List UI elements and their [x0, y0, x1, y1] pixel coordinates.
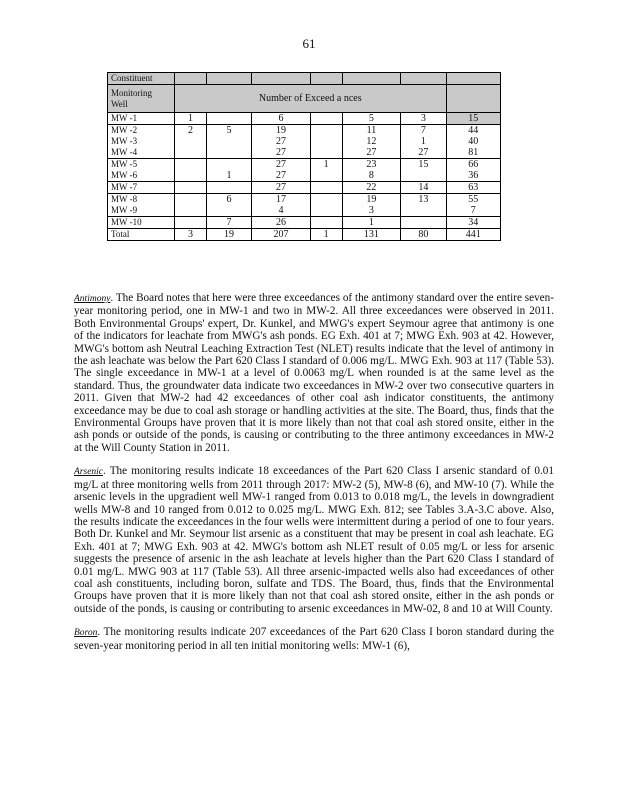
cell-value: 3: [401, 113, 446, 125]
cell-well: MW -9: [108, 205, 175, 217]
cell-value: [401, 217, 446, 229]
table-row: [108, 136, 501, 147]
cell-value: [175, 170, 207, 182]
heading-antimony: Antimony: [74, 294, 111, 304]
cell-value: [175, 159, 207, 171]
cell-value: [310, 147, 342, 159]
cell-value: [175, 136, 207, 147]
cell-value: 5: [342, 113, 401, 125]
table-row: [108, 194, 501, 206]
cell-value: [401, 205, 446, 217]
cell-value: 131: [342, 229, 401, 241]
cell-value: [401, 170, 446, 182]
cell-value: 15: [401, 159, 446, 171]
cell-value: [175, 147, 207, 159]
cell-value: 1: [310, 229, 342, 241]
page-number: 61: [302, 36, 316, 51]
cell-value: [206, 205, 251, 217]
table-row: [108, 170, 501, 182]
cell-value: 441: [446, 229, 500, 241]
table-row: [108, 217, 501, 229]
cell-well: MW -10: [108, 217, 175, 229]
cell-well: MW -7: [108, 182, 175, 194]
cell-well: MW -6: [108, 170, 175, 182]
table-body: [108, 113, 501, 241]
cell-value: 55: [446, 194, 500, 206]
cell-value: 1: [206, 170, 251, 182]
cell-value: 27: [252, 159, 311, 171]
cell-value: [206, 113, 251, 125]
cell-value: 36: [446, 170, 500, 182]
table-row: [108, 205, 501, 217]
cell-value: 17: [252, 194, 311, 206]
cell-value: 12: [342, 136, 401, 147]
cell-value: 40: [446, 136, 500, 147]
cell-value: [310, 194, 342, 206]
table-row: [108, 159, 501, 171]
cell-value: 7: [401, 125, 446, 137]
cell-value: [310, 205, 342, 217]
cell-value: 23: [342, 159, 401, 171]
header-constituent: Constituent: [108, 73, 175, 85]
table-row: [108, 113, 501, 125]
cell-value: 1: [175, 113, 207, 125]
cell-value: 22: [342, 182, 401, 194]
cell-value: 63: [446, 182, 500, 194]
cell-value: [206, 182, 251, 194]
cell-well: MW -5: [108, 159, 175, 171]
cell-value: 6: [252, 113, 311, 125]
cell-value: 3: [175, 229, 207, 241]
cell-value: 27: [252, 182, 311, 194]
cell-value: 27: [342, 147, 401, 159]
cell-well: MW -3: [108, 136, 175, 147]
paragraph-arsenic: Arsenic. The monitoring results indicate 18 exceedances of the Part 620 Class I arsenic standard of 0.01 mg/L at three monitoring wells from 2011 through 2017: MW-2 (5), MW-8 (6), and MW-10 (7). While the arsenic levels in the upgradient well MW-1 ranged from 0.013 to 0.018 mg/L, the levels in downgradient wells MW-8 and 10 ranged from 0.012 to 0.025 mg/L. MWG Exh. 812; see Tables 3.A-3.C above. Also, the results indicate the exceedances in the four wells were intermittent during a period of one to four years. Both Dr. Kunkel and Mr. Seymour list arsenic as a constituent that may be present in coal ash leachate. EG Exh. 401 at 7; MWG Exh. 903 at 42. MWG's bottom ash NLET result of 0.05 mg/L or less for arsenic suggests the presence of arsenic in the ash leachate at levels higher than the Part 620 Class I standard of 0.01 mg/L. MWG 903 at 117 (Table 53). All three arsenic-impacted wells also had exceedances of other coal ash constituents, including boron, sulfate and TDS. The Board, thus, finds that the Environmental Groups have proven that it is more likely than not that coal ash stored onsite, either in the ash ponds or outside of the ponds, is causing or contributing to arsenic exceedances in MW-02, 8 and 10 at Will County.: [74, 465, 554, 615]
table-row: [108, 147, 501, 159]
cell-value: 13: [401, 194, 446, 206]
cell-value: 15: [446, 113, 500, 125]
cell-value: 44: [446, 125, 500, 137]
cell-value: 5: [206, 125, 251, 137]
cell-value: [206, 147, 251, 159]
cell-value: [175, 217, 207, 229]
table-header-row-1: [108, 73, 501, 85]
cell-value: 34: [446, 217, 500, 229]
table-row: [108, 125, 501, 137]
header-number-of-exceedances: Number of Exceed a nces: [175, 85, 447, 113]
cell-value: 1: [342, 217, 401, 229]
cell-value: [310, 182, 342, 194]
table-header-row-2: [108, 85, 501, 113]
cell-value: 6: [206, 194, 251, 206]
cell-value: 8: [342, 170, 401, 182]
cell-well: MW -4: [108, 147, 175, 159]
cell-value: [206, 159, 251, 171]
cell-value: 26: [252, 217, 311, 229]
exceedance-table: [107, 72, 501, 241]
cell-value: [310, 113, 342, 125]
heading-arsenic: Arsenic: [74, 467, 104, 478]
cell-value: 19: [342, 194, 401, 206]
cell-value: 27: [252, 136, 311, 147]
cell-well: Total: [108, 229, 175, 241]
paragraph-boron: Boron. The monitoring results indicate 207 exceedances of the Part 620 Class I boron standard during the seven-year monitoring period in all ten initial monitoring wells: MW-1 (6),: [74, 626, 554, 652]
cell-value: [310, 217, 342, 229]
header-monitoring-well: Monitoring Well: [108, 85, 175, 113]
cell-value: 7: [446, 205, 500, 217]
cell-value: 66: [446, 159, 500, 171]
cell-value: 19: [206, 229, 251, 241]
cell-value: 3: [342, 205, 401, 217]
heading-boron: Boron: [74, 628, 98, 639]
cell-value: 27: [401, 147, 446, 159]
cell-well: MW -8: [108, 194, 175, 206]
table-row: [108, 182, 501, 194]
cell-value: 14: [401, 182, 446, 194]
cell-value: [175, 205, 207, 217]
cell-value: 27: [252, 170, 311, 182]
cell-value: 81: [446, 147, 500, 159]
cell-value: 1: [310, 159, 342, 171]
cell-value: [175, 182, 207, 194]
cell-value: 2: [175, 125, 207, 137]
cell-value: 27: [252, 147, 311, 159]
cell-value: 1: [401, 136, 446, 147]
cell-value: 207: [252, 229, 311, 241]
paragraph-antimony: Antimony. The Board notes that here were three exceedances of the antimony standard over the entire seven-year monitoring period, one in MW-1 and two in MW-2. All three exceedances were observed in 2011. Both Environmental Groups' expert, Dr. Kunkel, and MWG's expert Seymour agree that antimony is one of the indicators for leachate from MWG's ash ponds. EG Exh. 401 at 7; MWG Exh. 903 at 42. However, MWG's bottom ash Neutral Leaching Extraction Test (NLET) results indicate that the level of antimony in the ash leachate was below the Part 620 Class I standard of 0.006 mg/L. MWG Exh. 903 at 117 (Table 53). The single exceedance in MW-1 at a level of 0.0063 mg/L when rounded is at the same level as the standard. Thus, the groundwater data indicate two exceedances in MW-2 over two consecutive quarters in 2011. Given that MW-2 had 42 exceedances of other coal ash indicator constituents, the antimony exceedance may be due to coal ash storage or handling activities at the site. The Board, thus, finds that the Environmental Groups have proven that it is more likely than not that coal ash stored onsite, either in the ash ponds or outside of the ponds, is causing or contributing to the three antimony exceedances in MW-2 at the Will County Station in 2011.: [74, 292, 554, 454]
cell-value: [206, 136, 251, 147]
cell-value: 4: [252, 205, 311, 217]
cell-value: [310, 125, 342, 137]
cell-value: 7: [206, 217, 251, 229]
cell-value: 80: [401, 229, 446, 241]
cell-well: MW -1: [108, 113, 175, 125]
cell-value: 11: [342, 125, 401, 137]
cell-value: 19: [252, 125, 311, 137]
cell-value: [175, 194, 207, 206]
table-row: [108, 229, 501, 241]
cell-value: [310, 170, 342, 182]
cell-value: [310, 136, 342, 147]
cell-well: MW -2: [108, 125, 175, 137]
body-text: [74, 292, 554, 663]
